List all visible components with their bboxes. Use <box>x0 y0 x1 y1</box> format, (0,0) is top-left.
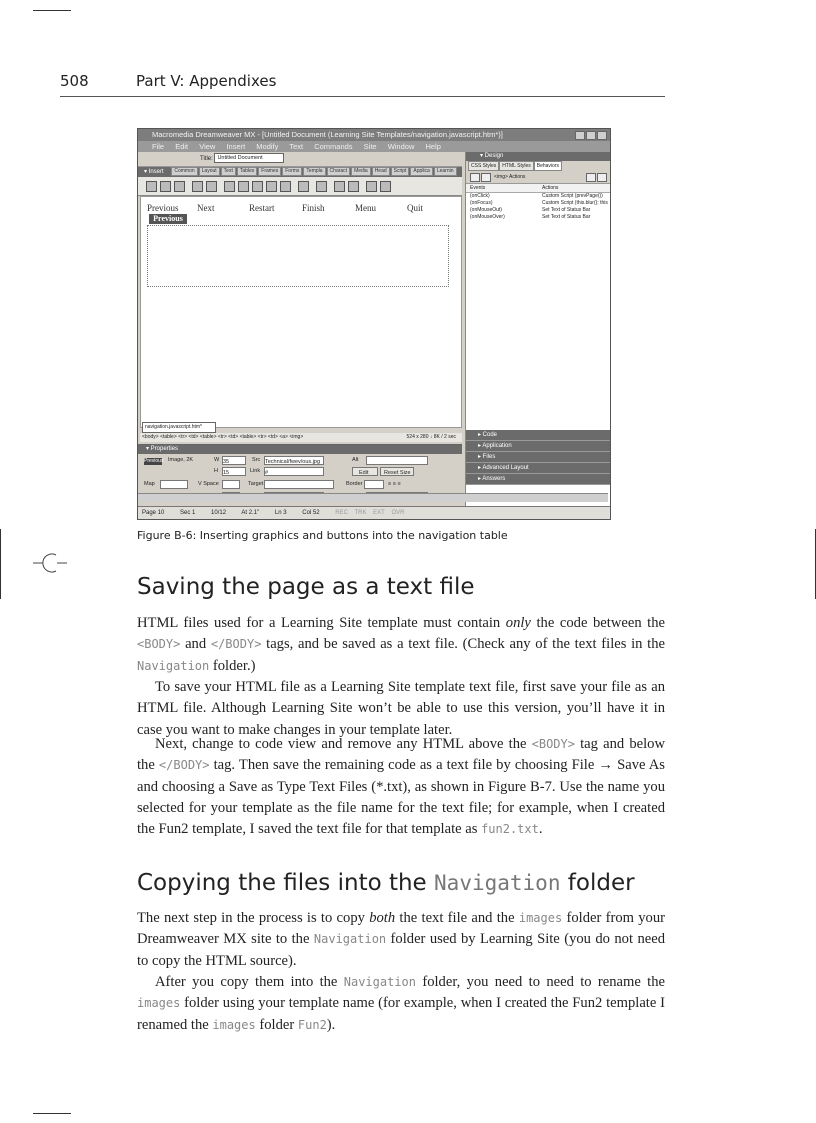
email-link-icon[interactable] <box>160 181 171 192</box>
text-run: . <box>538 821 543 838</box>
horizontal-scrollbar[interactable] <box>138 493 608 502</box>
section-heading-text: Copying the files into the <box>137 870 435 896</box>
reset-size-button[interactable] <box>380 467 414 476</box>
link-input[interactable] <box>264 467 324 476</box>
registration-mark-icon <box>30 550 70 576</box>
insert-tab[interactable]: Templa <box>303 167 325 176</box>
insert-tab[interactable]: Layout <box>199 167 220 176</box>
events-header: Events <box>470 185 486 191</box>
navigation-bar-icon[interactable] <box>298 181 309 192</box>
insert-tab[interactable]: Forms <box>282 167 302 176</box>
section-heading-saving <box>137 574 475 600</box>
nav-link-quit[interactable]: Quit <box>407 203 424 213</box>
target-label: Target <box>248 481 264 487</box>
insert-label[interactable]: ▾ Insert <box>144 169 164 176</box>
horizontal-rule-icon[interactable] <box>316 181 327 192</box>
code-inline: images <box>137 996 181 1011</box>
width-value: 35 <box>223 459 230 465</box>
insert-tab[interactable]: Text <box>221 167 236 176</box>
tab-behaviors[interactable]: Behaviors <box>534 161 562 171</box>
text-run: folder from your Dreamweaver MX site to the <box>137 910 665 948</box>
crop-mark-top-left <box>33 10 71 11</box>
width-input[interactable] <box>222 456 246 465</box>
tabular-data-icon[interactable] <box>348 181 359 192</box>
menu-item[interactable]: File <box>152 142 165 151</box>
tab-html-styles[interactable]: HTML Styles <box>499 161 533 171</box>
text-run: folder used by Learning Site (you do not need to copy the HTML source). <box>137 931 665 969</box>
tag-selector-bar <box>140 433 462 442</box>
image-type-badge: Previous <box>144 458 164 464</box>
remove-behavior-button[interactable] <box>481 173 491 182</box>
text-run: tag and below the <box>137 736 665 774</box>
behavior-event: (onFocus) <box>470 200 493 206</box>
menu-item[interactable]: Window <box>387 142 415 151</box>
menu-item[interactable]: Help <box>425 142 441 151</box>
height-label: H <box>214 468 218 474</box>
menu-bar <box>138 141 610 152</box>
insert-tab[interactable]: Applica <box>410 167 432 176</box>
behavior-action: Custom Script (this.blur(); this <box>542 200 608 206</box>
layout-table-outline <box>147 225 449 287</box>
status-ext: EXT <box>373 510 385 516</box>
width-label: W <box>214 457 220 463</box>
actions-header: Actions <box>542 185 559 191</box>
section-heading-text: Saving the page as a text file <box>137 574 475 600</box>
behaviors-header <box>466 184 610 193</box>
menu-item[interactable]: Modify <box>256 142 279 151</box>
reset-size-label: Reset Size <box>384 470 411 476</box>
link-label: Link <box>250 468 261 474</box>
figure-screenshot <box>137 128 611 520</box>
behavior-row[interactable] <box>466 193 610 200</box>
move-up-icon[interactable] <box>586 173 596 182</box>
crop-mark-left-vertical <box>0 529 1 599</box>
text-run: folder.) <box>209 657 256 674</box>
emphasis: both <box>369 910 396 926</box>
navigation-table <box>147 203 455 213</box>
page-number: 508 <box>60 72 89 90</box>
vspace-input[interactable] <box>222 480 240 489</box>
tag-selector[interactable]: <body> <table> <tr> <td> <table> <tr> <td> <table> <tr> <td> <a> <img> <box>142 434 304 440</box>
link-value: # <box>265 470 269 476</box>
code-inline: </BODY> <box>210 637 262 652</box>
image-icon[interactable] <box>224 181 235 192</box>
design-panel-tabs <box>466 161 610 171</box>
close-icon[interactable] <box>597 131 607 140</box>
paragraph <box>137 908 665 972</box>
paragraph <box>137 972 665 1036</box>
paragraph <box>137 734 665 840</box>
properties-header[interactable]: ▾ Properties <box>138 445 462 454</box>
design-view <box>140 196 462 428</box>
minimize-icon[interactable] <box>575 131 585 140</box>
image-size-label: Image, 2K <box>168 457 194 463</box>
text-run: tags, and be saved as a text file. (Check any of the text files in the <box>261 636 666 653</box>
code-inline: <BODY> <box>531 737 575 751</box>
doc-title-input[interactable]: Untitled Document <box>214 153 284 163</box>
add-behavior-button[interactable] <box>470 173 480 182</box>
rollover-icon[interactable] <box>252 181 263 192</box>
border-label: Border <box>346 481 363 487</box>
behavior-event: (onMouseOver) <box>470 214 505 220</box>
insert-tab[interactable]: Head <box>372 167 390 176</box>
previous-button-image[interactable]: Previous <box>149 214 187 224</box>
emphasis: only <box>505 615 531 631</box>
target-select[interactable] <box>264 480 334 489</box>
paragraph: To save your HTML file as a Learning Site template text file, first save your file as an HTML file. Although Learning Site won’t be able to use this version, you’ll have it in case you want to make changes in your template later. <box>137 679 665 738</box>
nav-link-menu[interactable]: Menu <box>355 203 376 213</box>
text-run: HTML files used for a Learning Site template must contain <box>137 615 506 631</box>
date-icon[interactable] <box>334 181 345 192</box>
anchor-icon[interactable] <box>174 181 185 192</box>
doc-title-label: Title: <box>200 156 213 162</box>
document-tab[interactable]: navigation.javascript.htm* <box>142 422 216 433</box>
insert-tab[interactable]: Tables <box>237 167 257 176</box>
border-input[interactable] <box>364 480 384 489</box>
status-trk: TRK <box>354 510 367 516</box>
behavior-row[interactable] <box>466 214 610 221</box>
src-value: Technical/fwev/ous.jpg <box>265 459 321 465</box>
move-down-icon[interactable] <box>597 173 607 182</box>
word-status-bar <box>138 506 610 519</box>
menu-item[interactable]: View <box>199 142 216 151</box>
flash-icon[interactable] <box>280 181 291 192</box>
insert-tab[interactable]: Media <box>351 167 371 176</box>
status-section: Sec 1 <box>180 510 196 516</box>
layer-icon[interactable] <box>206 181 217 192</box>
status-position: At 2.1" <box>241 510 260 516</box>
nav-link-next[interactable]: Next <box>197 203 215 213</box>
behaviors-target: <img> Actions <box>494 174 526 180</box>
behavior-event: (onMouseOut) <box>470 207 502 213</box>
document-column <box>138 152 462 507</box>
code-inline: <BODY> <box>137 637 181 652</box>
menu-item[interactable]: Commands <box>314 142 353 151</box>
code-inline: images <box>212 1017 256 1032</box>
part-title: Part V: Appendixes <box>136 72 277 90</box>
behavior-row[interactable] <box>466 200 610 207</box>
align-icons[interactable]: ≡ ≡ ≡ <box>388 481 401 487</box>
vspace-label: V Space <box>198 481 219 487</box>
menu-item[interactable]: Text <box>289 142 304 151</box>
table-icon[interactable] <box>192 181 203 192</box>
code-inline: Navigation <box>313 932 387 947</box>
running-header <box>60 72 665 97</box>
behavior-row[interactable] <box>466 207 610 214</box>
code-inline: Fun2 <box>297 1017 327 1032</box>
section-heading-copying <box>137 870 635 896</box>
insert-tab[interactable]: Script <box>391 167 410 176</box>
document-toolbar <box>138 152 462 167</box>
nav-link-restart[interactable]: Restart <box>249 203 275 213</box>
text-run: folder, you need to need to rename the <box>416 974 666 990</box>
tag-chooser-icon[interactable] <box>380 181 391 192</box>
code-inline: fun2.txt <box>481 822 539 837</box>
hyperlink-icon[interactable] <box>146 181 157 192</box>
window-size: 524 x 280 ↓ 8K / 2 sec <box>406 434 456 440</box>
insert-bar <box>138 167 462 177</box>
props-row-2 <box>138 466 462 476</box>
menu-item[interactable]: Edit <box>175 142 189 151</box>
status-ovr: OVR <box>391 510 405 516</box>
status-page: Page 10 <box>142 510 165 516</box>
text-run: the code between the <box>530 615 666 631</box>
code-inline: Navigation <box>137 658 210 673</box>
image-placeholder-icon[interactable] <box>238 181 249 192</box>
text-run: folder using your template name (for example, when I created the Fun2 template I renamed the <box>137 995 665 1033</box>
panel-application[interactable]: ▸ Application <box>466 441 610 452</box>
props-row-1 <box>138 455 462 465</box>
menu-item[interactable]: Insert <box>226 142 246 151</box>
text-run: After you copy them into the <box>155 974 344 990</box>
status-rec: REC <box>335 510 348 516</box>
text-run: ). <box>326 1016 336 1033</box>
app-title: Macromedia Dreamweaver MX - [Untitled Document (Learning Site Templates/navigation.javascript.htm*)] <box>152 130 503 139</box>
map-label: Map <box>144 481 155 487</box>
insert-tab[interactable]: Charact <box>327 167 351 176</box>
status-line: Ln 3 <box>274 510 287 516</box>
text-run: and <box>180 636 211 653</box>
section-heading-text: folder <box>560 870 635 896</box>
panel-advanced-layout[interactable]: ▸ Advanced Layout <box>466 463 610 474</box>
insert-tab[interactable]: Learnin <box>434 167 457 176</box>
props-row-3 <box>138 479 462 489</box>
panel-code[interactable]: ▸ Code <box>466 430 610 441</box>
figure-caption: Figure B-6: Inserting graphics and buttons into the navigation table <box>137 529 508 542</box>
edit-button[interactable] <box>352 467 378 476</box>
behavior-action: Custom Script (prevPage()) <box>542 193 603 199</box>
text-run: The next step in the process is to copy <box>137 910 370 926</box>
status-page-count: 10/12 <box>211 510 227 516</box>
behavior-action: Set Text of Status Bar <box>542 207 591 213</box>
comment-icon[interactable] <box>366 181 377 192</box>
height-input[interactable] <box>222 467 246 476</box>
panel-answers[interactable]: ▸ Answers <box>466 474 610 485</box>
text-run: the text file and the <box>395 910 519 926</box>
code-inline: </BODY> <box>158 758 210 773</box>
behavior-action: Set Text of Status Bar <box>542 214 591 220</box>
insert-tab[interactable]: Common <box>171 167 197 176</box>
src-label: Src <box>252 457 261 463</box>
section-heading-code: Navigation <box>434 871 561 895</box>
edit-label: Edit <box>359 470 369 476</box>
height-value: 15 <box>223 470 230 476</box>
tab-css-styles[interactable]: CSS Styles <box>468 161 499 171</box>
text-run: Next, change to code view and remove any HTML above the <box>155 736 532 752</box>
design-panel-header[interactable]: ▾ Design <box>466 152 610 161</box>
collapsed-panels <box>466 430 610 485</box>
crop-mark-bottom-left <box>33 1113 71 1114</box>
alt-label: Alt <box>352 457 359 463</box>
text-run: tag. Then save the remaining code as a text file by choosing File → Save As and choosing a Save as Type Text Files (*.txt), as shown in Figure B-7. Use the name you selected for your template as the file name for the text file; for example, when I created the Fun2 template, I saved the text file for that template as <box>137 757 665 838</box>
nav-link-previous[interactable]: Previous <box>147 203 179 213</box>
panel-column <box>465 152 610 507</box>
code-inline: images <box>518 911 563 925</box>
alt-select[interactable] <box>366 456 428 465</box>
insert-icon-row <box>138 177 462 196</box>
paragraph <box>137 613 665 677</box>
panel-files[interactable]: ▸ Files <box>466 452 610 463</box>
map-input[interactable] <box>160 480 188 489</box>
status-column: Col 52 <box>302 510 320 516</box>
src-input[interactable] <box>264 456 324 465</box>
behavior-event: (onClick) <box>470 193 490 199</box>
insert-tab[interactable]: Frames <box>258 167 281 176</box>
app-title-bar <box>138 129 610 141</box>
behaviors-toolbar <box>466 171 610 184</box>
nav-link-finish[interactable]: Finish <box>302 203 325 213</box>
text-run: folder <box>255 1016 298 1033</box>
maximize-icon[interactable] <box>586 131 596 140</box>
menu-item[interactable]: Site <box>363 142 377 151</box>
fireworks-html-icon[interactable] <box>266 181 277 192</box>
code-inline: Navigation <box>343 975 416 989</box>
